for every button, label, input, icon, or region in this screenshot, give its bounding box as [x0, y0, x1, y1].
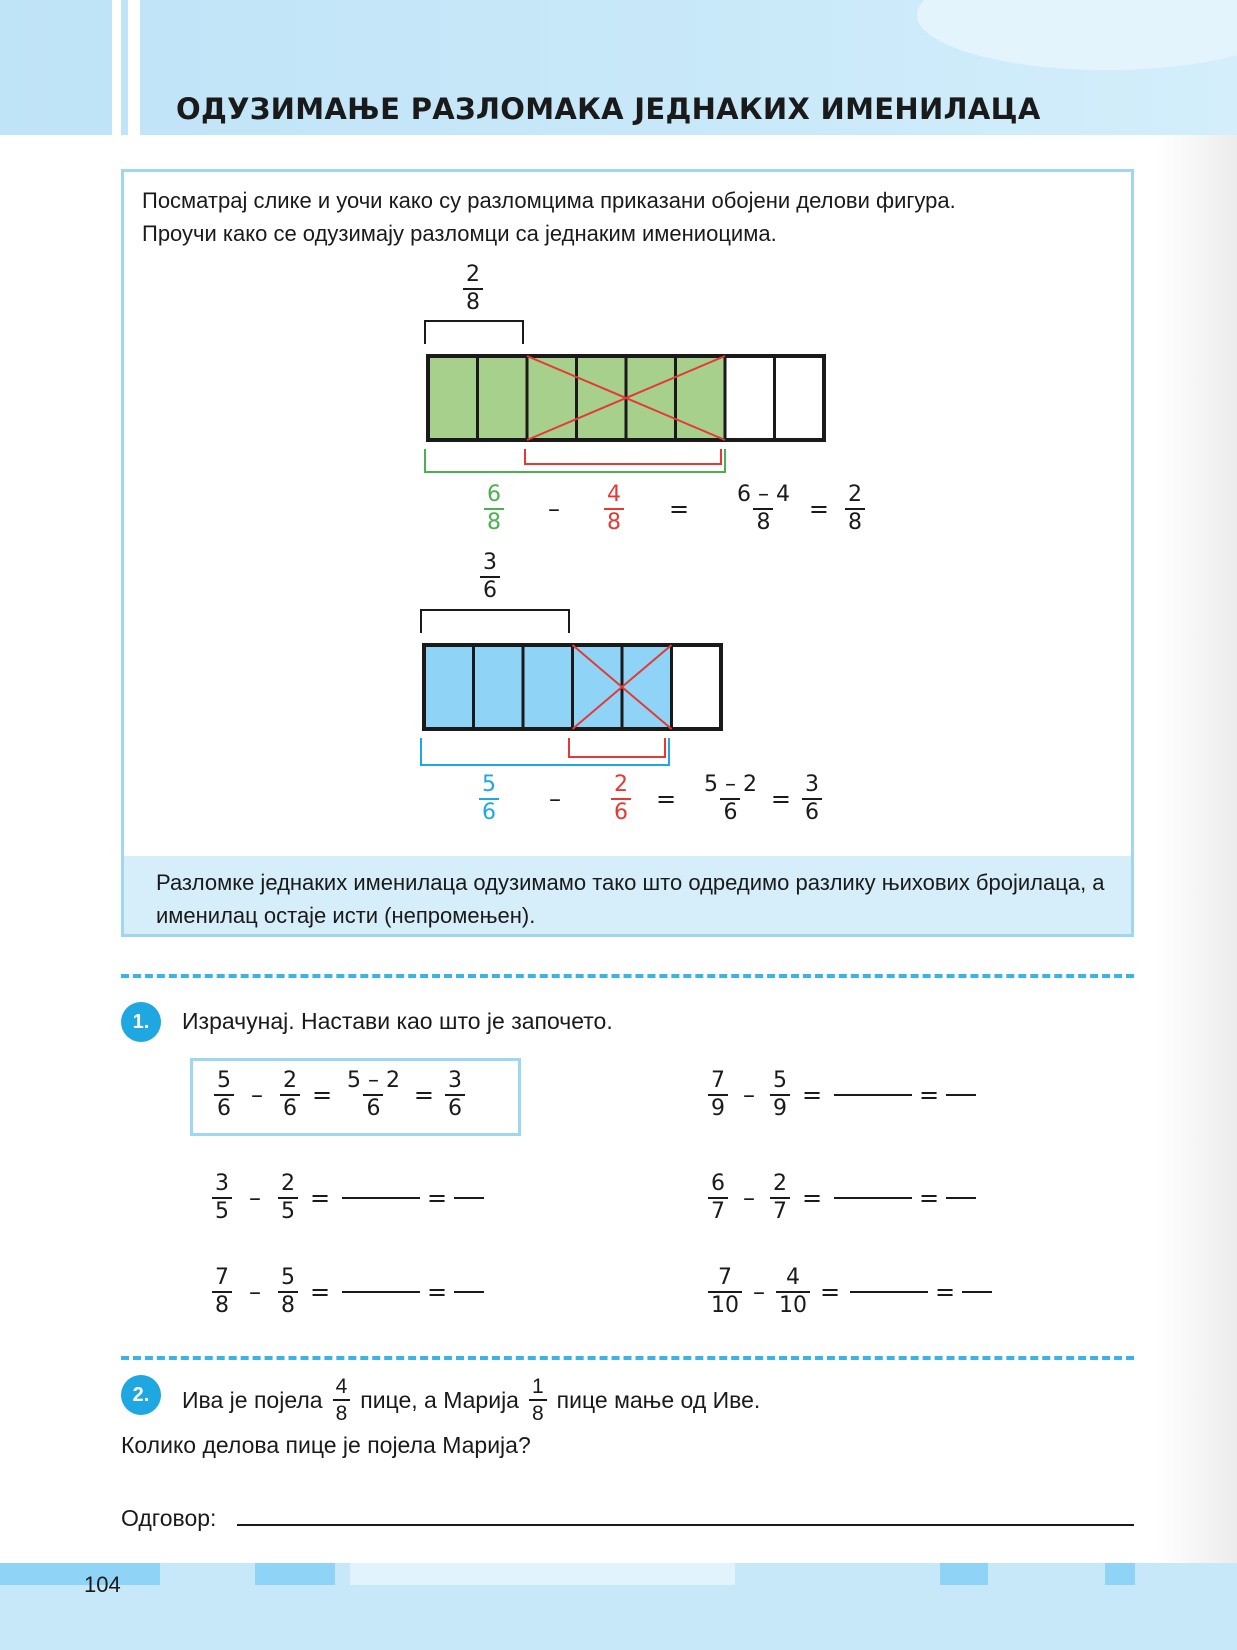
- header-stripe: [128, 0, 140, 135]
- equals-sign: =: [426, 1278, 448, 1306]
- info-box: [121, 169, 1134, 937]
- exercise: $\frac{7}{10}$ – $\frac{4}{10}$ = =: [708, 1267, 992, 1317]
- shaded-part: [478, 356, 528, 440]
- exercise: $\frac{7}{9}$ – $\frac{5}{9}$ = =: [708, 1070, 976, 1120]
- minus-sign: –: [548, 495, 560, 523]
- answer-blank[interactable]: [834, 1094, 912, 1096]
- fig1-subtrahend-bracket: [524, 449, 722, 465]
- empty-part: [672, 645, 722, 729]
- fraction-denominator: 8: [463, 288, 483, 314]
- fig1-subtrahend: $\frac{4}{8}$: [604, 484, 624, 534]
- page-title: ОДУЗИМАЊЕ РАЗЛОМАКА ЈЕДНАКИХ ИМЕНИЛАЦА: [176, 92, 1041, 126]
- exercise: $\frac{6}{7}$ – $\frac{2}{7}$ = =: [708, 1173, 976, 1223]
- section-divider: [121, 1356, 1134, 1360]
- fig1-minuend: $\frac{6}{8}$: [484, 484, 504, 534]
- footer-stripe: [255, 1563, 335, 1585]
- shaded-part: [527, 356, 577, 440]
- shaded-part: [474, 645, 524, 729]
- equals-sign: =: [808, 495, 830, 523]
- fig2-result: $\frac{3}{6}$: [802, 774, 822, 824]
- equals-sign: =: [311, 1081, 333, 1109]
- equals-sign: =: [918, 1184, 940, 1212]
- fraction-numerator: 3: [483, 550, 497, 575]
- fig1-result-bracket: [424, 320, 524, 344]
- shaded-part: [626, 356, 676, 440]
- empty-part: [775, 356, 825, 440]
- page-number: 104: [84, 1572, 121, 1597]
- footer-stripe: [0, 1563, 160, 1585]
- minus-sign: –: [743, 1184, 755, 1212]
- empty-part: [725, 356, 775, 440]
- task-1-instruction: Израчунај. Настави као што је започето.: [182, 1008, 613, 1034]
- fig2-step: $\frac{5 - 2}{6}$: [704, 772, 757, 825]
- fig1-result: $\frac{2}{8}$: [845, 484, 865, 534]
- equals-sign: =: [668, 495, 690, 523]
- fig2-result-bracket: [420, 609, 570, 633]
- shaded-part: [577, 356, 627, 440]
- equals-sign: =: [918, 1081, 940, 1109]
- footer-stripe: [350, 1563, 735, 1585]
- equals-sign: =: [309, 1278, 331, 1306]
- task-1-badge: 1.: [121, 1002, 161, 1042]
- fig2-minuend: $\frac{5}{6}$: [479, 774, 499, 824]
- footer-stripe: [1105, 1563, 1135, 1585]
- fig1-equation: [484, 484, 865, 534]
- fig1-bar: [424, 352, 830, 444]
- answer-blank[interactable]: [454, 1291, 484, 1293]
- task-2-text: Ива је појела $\frac{4}{8}$ пице, а Марија $\frac{1}{8}$ пице мање од Иве.: [182, 1375, 761, 1425]
- minus-sign: –: [249, 1278, 261, 1306]
- fig2-subtrahend-bracket: [568, 738, 666, 758]
- shaded-part: [523, 645, 573, 729]
- answer-blank[interactable]: [962, 1291, 992, 1293]
- page-edge-shadow: [1157, 135, 1237, 1565]
- answer-blank[interactable]: [850, 1291, 928, 1293]
- exercise: $\frac{7}{8}$ – $\frac{5}{8}$ = =: [212, 1267, 484, 1317]
- equals-sign: =: [934, 1278, 956, 1306]
- minus-sign: –: [753, 1278, 765, 1306]
- header-stripe: [112, 0, 121, 135]
- equals-sign: =: [309, 1184, 331, 1212]
- answer-line[interactable]: [237, 1524, 1134, 1526]
- answer-label: Одговор:: [121, 1505, 217, 1531]
- fig1-top-label: [463, 264, 483, 314]
- intro-line-2: Проучи како се одузимају разломци са једнаким имениоцима.: [142, 221, 777, 246]
- minus-sign: –: [249, 1184, 261, 1212]
- answer-blank[interactable]: [834, 1197, 912, 1199]
- shaded-part: [573, 645, 623, 729]
- shaded-part: [424, 645, 474, 729]
- fig2-subtrahend: $\frac{2}{6}$: [611, 774, 631, 824]
- fig1-step: $\frac{6 - 4}{8}$: [737, 482, 790, 535]
- answer-blank[interactable]: [342, 1291, 420, 1293]
- footer-stripe: [940, 1563, 988, 1585]
- answer-blank[interactable]: [946, 1094, 976, 1096]
- equals-sign: =: [770, 785, 792, 813]
- shaded-part: [428, 356, 478, 440]
- fig2-equation: [479, 774, 822, 824]
- fig2-bar: [420, 641, 726, 733]
- fraction-denominator: 6: [480, 576, 500, 602]
- section-divider: [121, 974, 1134, 978]
- rule-box: Разломке једнаких именилаца одузимамо тако што одредимо разлику њихових бројилаца, а именилац остаје исти (непромењен).: [124, 856, 1131, 934]
- intro-line-1: Посматрај слике и уочи како су разломцима приказани обојени делови фигура.: [142, 188, 956, 213]
- equals-sign: =: [413, 1081, 435, 1109]
- fraction-numerator: 2: [466, 262, 480, 287]
- equals-sign: =: [801, 1081, 823, 1109]
- minus-sign: –: [251, 1081, 263, 1109]
- equals-sign: =: [819, 1278, 841, 1306]
- minus-sign: –: [549, 785, 561, 813]
- example-equation: $\frac{5}{6}$ – $\frac{2}{6}$ = $\frac{5 - 2}{6}$ = $\frac{3}{6}$: [214, 1070, 465, 1120]
- fraction: $\frac{1}{8}$: [529, 1376, 547, 1424]
- exercise: $\frac{3}{5}$ – $\frac{2}{5}$ = =: [212, 1173, 484, 1223]
- equals-sign: =: [801, 1184, 823, 1212]
- fraction: $\frac{4}{8}$: [333, 1376, 351, 1424]
- shaded-part: [622, 645, 672, 729]
- minus-sign: –: [743, 1081, 755, 1109]
- answer-blank[interactable]: [342, 1197, 420, 1199]
- task-2-question: Колико делова пице је појела Марија?: [121, 1432, 531, 1458]
- fig2-top-label: [480, 552, 500, 602]
- footer-band: [0, 1563, 1237, 1650]
- equals-sign: =: [655, 785, 677, 813]
- answer-blank[interactable]: [454, 1197, 484, 1199]
- shaded-part: [676, 356, 726, 440]
- intro-text: [142, 184, 1122, 250]
- equals-sign: =: [426, 1184, 448, 1212]
- answer-blank[interactable]: [946, 1197, 976, 1199]
- task-2-badge: 2.: [121, 1375, 161, 1415]
